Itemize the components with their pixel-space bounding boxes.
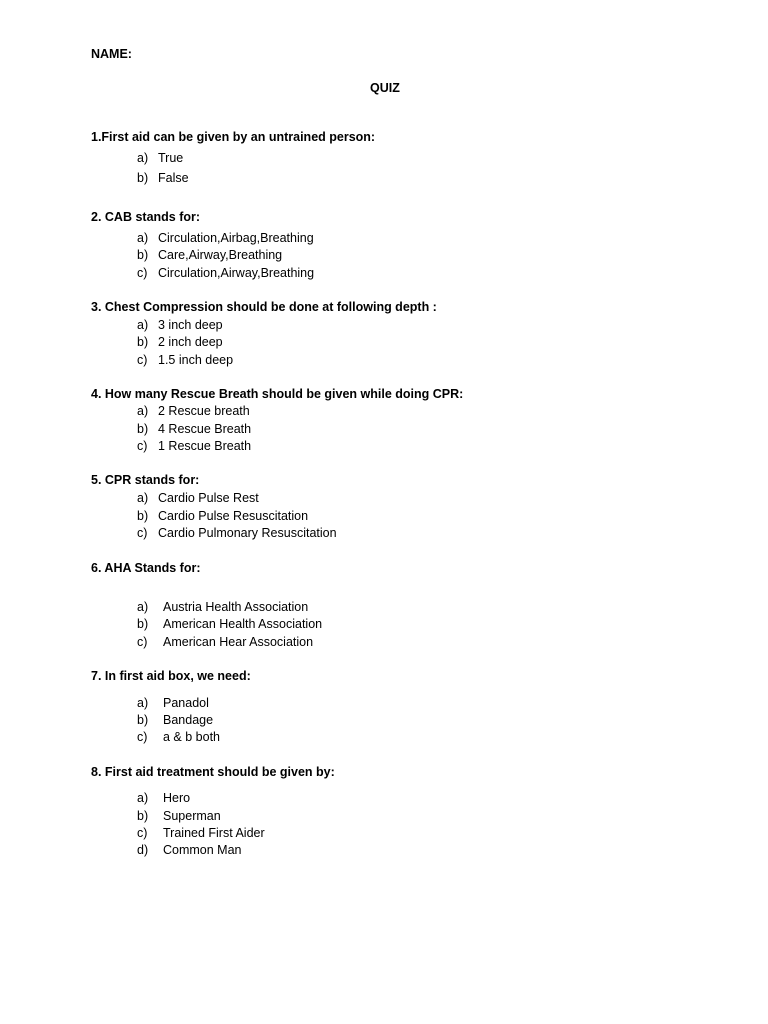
option (137, 696, 209, 710)
option (137, 713, 213, 727)
option-letter: b) (137, 509, 149, 523)
question-7: 7. In first aid box, we need: (91, 669, 251, 683)
option (137, 826, 265, 840)
option (137, 600, 308, 614)
option-text: Trained First Aider (163, 826, 265, 840)
option-text: American Health Association (163, 617, 323, 631)
option (137, 171, 189, 185)
quiz-title: QUIZ (370, 81, 400, 95)
option (137, 266, 314, 280)
option-text: Cardio Pulse Resuscitation (158, 509, 309, 523)
option-letter: d) (137, 843, 149, 857)
option-text: Cardio Pulmonary Resuscitation (158, 526, 337, 540)
question-4: 4. How many Rescue Breath should be given while doing CPR: (91, 387, 464, 401)
option (137, 509, 308, 523)
option (137, 335, 223, 349)
option-text: Circulation,Airway,Breathing (158, 266, 315, 280)
question-8: 8. First aid treatment should be given by: (91, 765, 335, 779)
option-letter: b) (137, 171, 149, 185)
option-letter: b) (137, 809, 149, 823)
question-3: 3. Chest Compression should be done at following depth : (91, 300, 437, 314)
option (137, 422, 251, 436)
option-letter: a) (137, 231, 149, 245)
question-1: 1.First aid can be given by an untrained person: (91, 130, 376, 144)
option-letter: b) (137, 422, 149, 436)
option (137, 404, 250, 418)
option-text: American Hear Association (163, 635, 314, 649)
option (137, 353, 233, 367)
question-2: 2. CAB stands for: (91, 210, 201, 224)
option-text: 2 inch deep (158, 335, 223, 349)
option-text: 4 Rescue Breath (158, 422, 252, 436)
option-letter: a) (137, 600, 149, 614)
option (137, 730, 220, 744)
option (137, 791, 190, 805)
option-text: Superman (163, 809, 221, 823)
option (137, 248, 282, 262)
option-letter: a) (137, 696, 149, 710)
option-text: 2 Rescue breath (158, 404, 250, 418)
name-label: NAME: (91, 47, 132, 61)
option-letter: b) (137, 248, 149, 262)
option-letter: a) (137, 318, 149, 332)
option-letter: b) (137, 713, 149, 727)
option-text: Circulation,Airbag,Breathing (158, 231, 314, 245)
option (137, 843, 242, 857)
option (137, 809, 221, 823)
option-letter: c) (137, 635, 148, 649)
option-letter: c) (137, 730, 148, 744)
option-text: Austria Health Association (163, 600, 309, 614)
option-letter: c) (137, 526, 148, 540)
option (137, 231, 314, 245)
option-text: a & b both (163, 730, 220, 744)
option (137, 151, 183, 165)
option (137, 617, 322, 631)
option-letter: b) (137, 617, 149, 631)
option (137, 635, 313, 649)
option-text: Hero (163, 791, 191, 805)
option-letter: c) (137, 266, 148, 280)
option-text: False (158, 171, 189, 185)
option-text: Bandage (163, 713, 214, 727)
option-letter: a) (137, 404, 149, 418)
option-text: 1.5 inch deep (158, 353, 234, 367)
option (137, 439, 251, 453)
option-letter: c) (137, 439, 148, 453)
option-letter: a) (137, 151, 149, 165)
option-text: Care,Airway,Breathing (158, 248, 283, 262)
question-5: 5. CPR stands for: (91, 473, 200, 487)
option-text: 1 Rescue Breath (158, 439, 252, 453)
option-letter: b) (137, 335, 149, 349)
option (137, 491, 259, 505)
option-text: Cardio Pulse Rest (158, 491, 259, 505)
option-text: 3 inch deep (158, 318, 223, 332)
option (137, 526, 337, 540)
option-text: True (158, 151, 184, 165)
option-letter: a) (137, 791, 149, 805)
option-text: Common Man (163, 843, 242, 857)
option-letter: c) (137, 353, 148, 367)
question-6: 6. AHA Stands for: (91, 561, 201, 575)
option-text: Panadol (163, 696, 209, 710)
option (137, 318, 223, 332)
option-letter: a) (137, 491, 149, 505)
option-letter: c) (137, 826, 148, 840)
